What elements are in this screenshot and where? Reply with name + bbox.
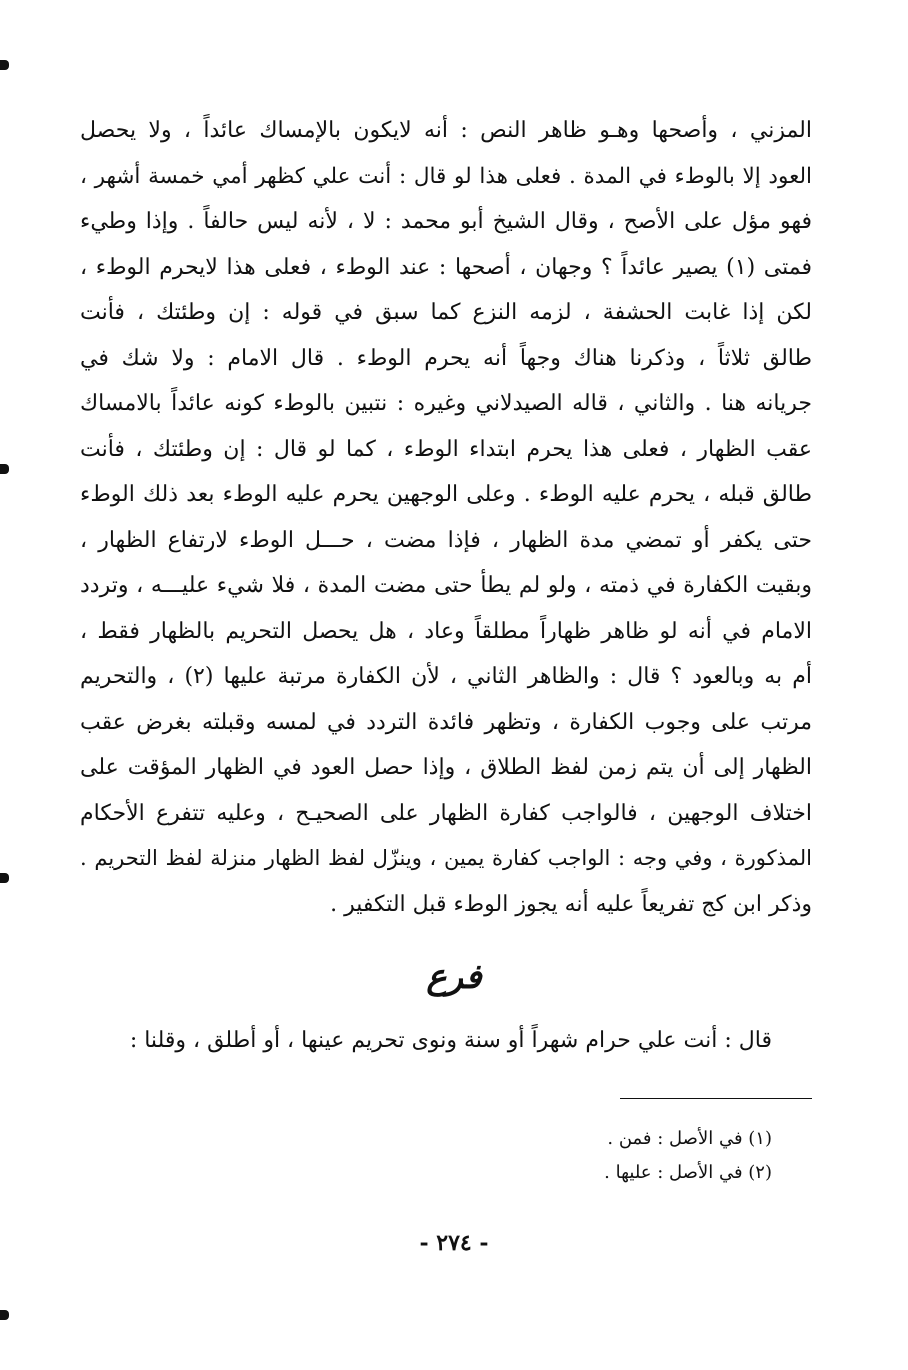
scan-edge-mark [0,464,9,474]
text-line: وبقيت الكفارة في ذمته ، ولو لم يطأ حتى مضت المدة ، فلا شيء عليـــه ، وتردد [80,573,812,598]
scan-edge-mark [0,1310,9,1320]
text-line: طالق ثلاثاً ، وذكرنا هناك وجهاً أنه يحرم الوطء . قال الامام : ولا شك في [80,345,812,371]
text-line: أم به وبالعود ؟ قال : والظاهر الثاني ، لأن الكفارة مرتبة عليها (٢) ، والتحريم [80,664,812,689]
scan-edge-mark [0,873,9,883]
text-line: حتى يكفر أو تمضي مدة الظهار ، فإذا مضت ، حـــل الوطء لارتفاع الظهار ، [80,527,812,553]
section-heading: فرع [426,957,482,997]
text-line: اختلاف الوجهين ، فالواجب كفارة الظهار على الصحيـح ، وعليه تتفرع الأحكام [80,800,812,826]
text-line: لكن إذا غابت الحشفة ، لزمه النزع كما سبق في قوله : إن وطئتك ، فأنت [80,300,812,325]
text-line: مرتب على وجوب الكفارة ، وتظهر فائدة التردد في لمسه وقبلته بغرض عقب [80,709,812,735]
footnote-item: (١) في الأصل : فمن . [607,1128,772,1149]
footnotes [80,1122,812,1190]
footnote-item: (٢) في الأصل : عليها . [604,1162,772,1183]
text-line: جريانه هنا . والثاني ، قاله الصيدلاني وغيره : نتبين بالوطء كونه عائداً بالامساك [80,391,812,416]
text-line: فمتى (١) يصير عائداً ؟ وجهان ، أصحها : عند الوطء ، فعلى هذا لايحرم الوطء ، [80,254,812,280]
text-line: المزني ، وأصحها وهـو ظاهر النص : أنه لايكون بالإمساك عائداً ، ولا يحصل [80,118,812,143]
footnote-divider [620,1098,812,1099]
text-line: وذكر ابن كج تفريعاً عليه أنه يجوز الوطء قبل التكفير . [330,891,812,917]
text-line: طالق قبله ، يحرم عليه الوطء . وعلى الوجهين يحرم عليه الوطء بعد ذلك الوطء [80,482,812,507]
text-line: المذكورة ، وفي وجه : الواجب كفارة يمين ، وينزّل لفظ الظهار منزلة لفظ التحريم . [80,846,812,870]
section-paragraph: قال : أنت علي حرام شهراً أو سنة ونوى تحريم عينها ، أو أطلق ، وقلنا : [129,1028,772,1053]
text-line: فهو مؤل على الأصح ، وقال الشيخ أبو محمد : لا ، لأنه ليس حالفاً . وإذا وطيء [80,209,812,234]
text-line: الظهار إلى أن يتم زمن لفظ الطلاق ، وإذا حصل العود في الظهار المؤقت على [80,755,812,780]
text-line: العود إلا بالوطء في المدة . فعلى هذا لو قال : أنت علي كظهر أمي خمسة أشهر ، [80,163,812,189]
page-number: - ٢٧٤ - [419,1230,489,1256]
scan-edge-mark [0,60,9,70]
text-line: الامام في أنه لو ظاهر ظهاراً مطلقاً وعاد ، هل يحصل التحريم بالظهار فقط ، [80,618,812,644]
text-line: عقب الظهار ، فعلى هذا يحرم ابتداء الوطء ، كما لو قال : إن وطئتك ، فأنت [80,436,812,462]
main-paragraph [80,108,812,927]
